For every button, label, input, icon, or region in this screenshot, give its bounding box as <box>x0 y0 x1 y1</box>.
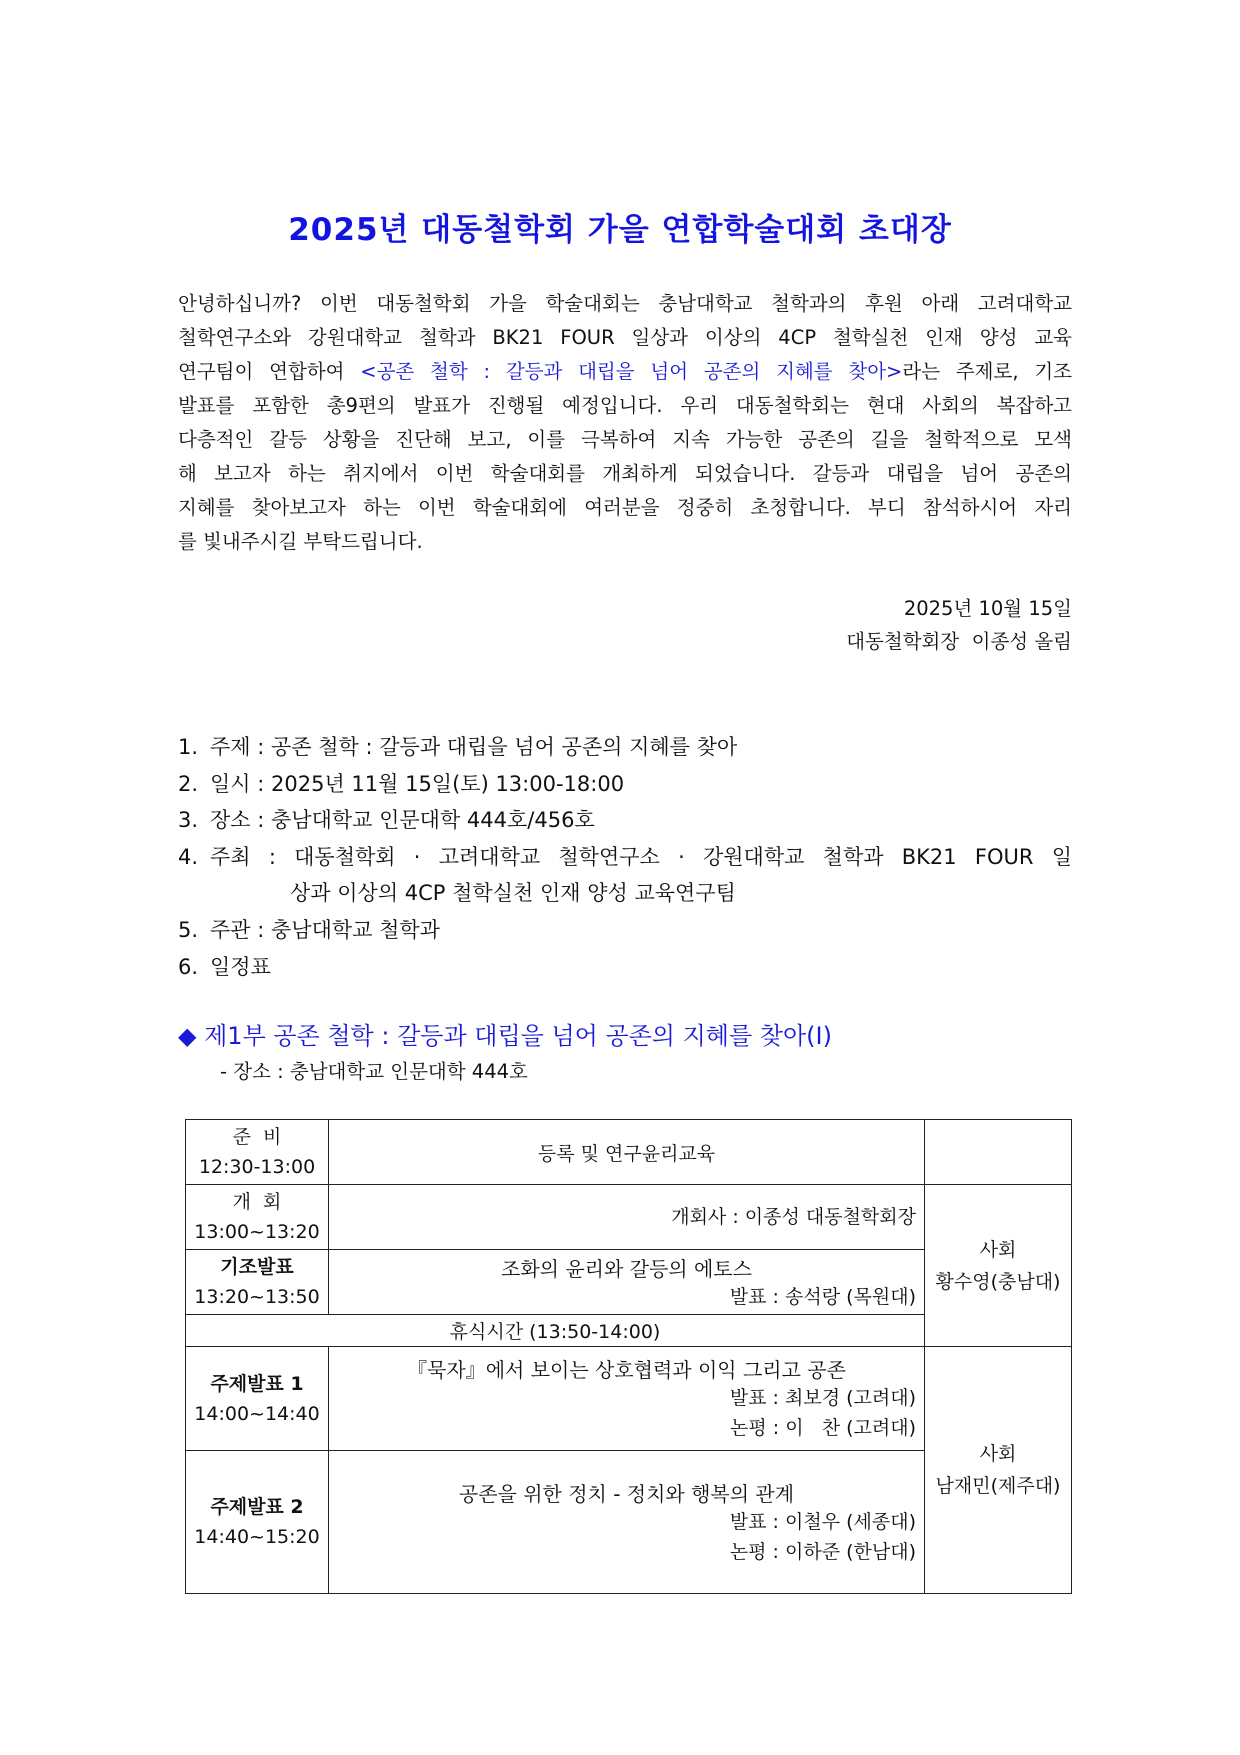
break-time: 휴식시간 (13:50-14:00) <box>186 1315 925 1347</box>
chair-cell-empty <box>925 1120 1072 1185</box>
session-time: 13:20~13:50 <box>194 1286 320 1308</box>
chair-cell <box>925 1347 1072 1594</box>
letter-date: 2025년 10월 15일 <box>903 597 1072 620</box>
intro-line: 철학연구소와 강원대학교 철학과 BK21 FOUR 일상과 이상의 4CP 철학실천 인재 양성 교육 <box>178 326 1072 349</box>
session-content <box>329 1451 925 1594</box>
chair-name: 황수영(충남대) <box>935 1270 1061 1293</box>
session-cell <box>186 1120 329 1185</box>
item-number: 4. <box>178 845 199 869</box>
session-cell <box>186 1185 329 1250</box>
page-title: 2025년 대동철학회 가을 연합학술대회 초대장 <box>288 212 952 248</box>
talk-title: 공존을 위한 정치 - 정치와 행복의 관계 <box>458 1481 795 1506</box>
session-time: 13:00~13:20 <box>194 1221 320 1243</box>
session-time: 12:30-13:00 <box>198 1156 316 1178</box>
item-number: 5. <box>178 918 199 942</box>
item-number: 1. <box>178 735 199 759</box>
session-title: 등록 및 연구윤리교육 <box>329 1120 925 1185</box>
signature: 대동철학회장 이종성 올림 <box>846 630 1072 653</box>
intro-line: 를 빛내주시길 부탁드립니다. <box>178 530 423 553</box>
item-text: 주제 : 공존 철학 : 갈등과 대립을 넘어 공존의 지혜를 찾아 <box>210 735 738 759</box>
talk-title: 『묵자』에서 보이는 상호협력과 이익 그리고 공존 <box>407 1358 846 1382</box>
chair-role: 사회 <box>979 1443 1017 1465</box>
section-heading <box>178 1016 832 1051</box>
item-text: 일시 : 2025년 11월 15일(토) 13:00-18:00 <box>210 772 625 796</box>
presenter: 발표 : 송석랑 (목원대) <box>729 1285 916 1308</box>
intro-line: 발표를 포함한 총9편의 발표가 진행될 예정입니다. 우리 대동철학회는 현대 사회의 복잡하고 <box>178 394 1072 417</box>
chair-role: 사회 <box>979 1238 1017 1261</box>
table-row <box>186 1120 1072 1185</box>
list-item-theme <box>178 731 737 763</box>
chair-name: 남재민(제주대) <box>935 1475 1061 1497</box>
session-label: 기조발표 <box>220 1256 294 1278</box>
intro-line <box>178 357 1072 387</box>
list-item-venue <box>178 804 595 836</box>
session-cell <box>186 1347 329 1451</box>
session-label: 준 비 <box>232 1126 282 1148</box>
diamond-bullet-icon: ◆ <box>178 1022 197 1050</box>
session-label: 주제발표 1 <box>210 1372 304 1395</box>
talk-title: 조화의 윤리와 갈등의 에토스 <box>501 1256 752 1281</box>
discussant: 논평 : 이 찬 (고려대) <box>730 1417 916 1439</box>
session-content <box>329 1347 925 1451</box>
section-venue: - 장소 : 충남대학교 인문대학 444호 <box>220 1060 528 1083</box>
session-label: 개 회 <box>232 1191 282 1213</box>
item-text: 일정표 <box>210 955 271 979</box>
item-text: 장소 : 충남대학교 인문대학 444호/456호 <box>210 808 595 832</box>
list-item-organizer <box>178 914 440 946</box>
session-time: 14:40~15:20 <box>194 1526 320 1548</box>
discussant: 논평 : 이하준 (한남대) <box>729 1540 916 1563</box>
session-content <box>329 1250 925 1315</box>
intro-text: 라는 주제로, 기조 <box>902 360 1073 383</box>
item-text: 주최 : 대동철학회 · 고려대학교 철학연구소 · 강원대학교 철학과 BK21 FOUR 일 <box>210 845 1072 869</box>
intro-line: 안녕하십니까? 이번 대동철학회 가을 학술대회는 충남대학교 철학과의 후원 아래 고려대학교 <box>178 292 1072 315</box>
item-number: 6. <box>178 955 199 979</box>
session-cell <box>186 1451 329 1594</box>
list-item-host-cont: 상과 이상의 4CP 철학실천 인재 양성 교육연구팀 <box>290 881 736 905</box>
intro-line: 지혜를 찾아보고자 하는 이번 학술대회에 여러분을 정중히 초청합니다. 부디 참석하시어 자리 <box>178 496 1072 519</box>
theme-highlight: <공존 철학 : 갈등과 대립을 넘어 공존의 지혜를 찾아> <box>360 360 903 383</box>
list-item-schedule <box>178 951 271 983</box>
item-number: 3. <box>178 808 199 832</box>
session-label: 주제발표 2 <box>210 1496 304 1518</box>
item-text: 주관 : 충남대학교 철학과 <box>210 918 440 942</box>
intro-text: 연구팀이 연합하여 <box>178 360 361 383</box>
session-cell <box>186 1250 329 1315</box>
list-item-host <box>178 841 1072 873</box>
schedule-table <box>185 1119 1072 1594</box>
presenter: 발표 : 최보경 (고려대) <box>729 1387 916 1409</box>
chair-cell <box>925 1185 1072 1347</box>
session-detail: 개회사 : 이종성 대동철학회장 <box>329 1185 925 1250</box>
section-heading-text: 제1부 공존 철학 : 갈등과 대립을 넘어 공존의 지혜를 찾아(Ⅰ) <box>204 1022 832 1050</box>
presenter: 발표 : 이철우 (세종대) <box>729 1510 916 1533</box>
intro-line: 해 보고자 하는 취지에서 이번 학술대회를 개최하게 되었습니다. 갈등과 대립을 넘어 공존의 <box>178 462 1072 485</box>
table-row <box>186 1185 1072 1250</box>
intro-line: 다층적인 갈등 상황을 진단해 보고, 이를 극복하여 지속 가능한 공존의 길을 철학적으로 모색 <box>178 428 1072 451</box>
list-item-datetime <box>178 768 624 800</box>
item-number: 2. <box>178 772 199 796</box>
session-time: 14:00~14:40 <box>194 1402 320 1425</box>
table-row <box>186 1347 1072 1451</box>
